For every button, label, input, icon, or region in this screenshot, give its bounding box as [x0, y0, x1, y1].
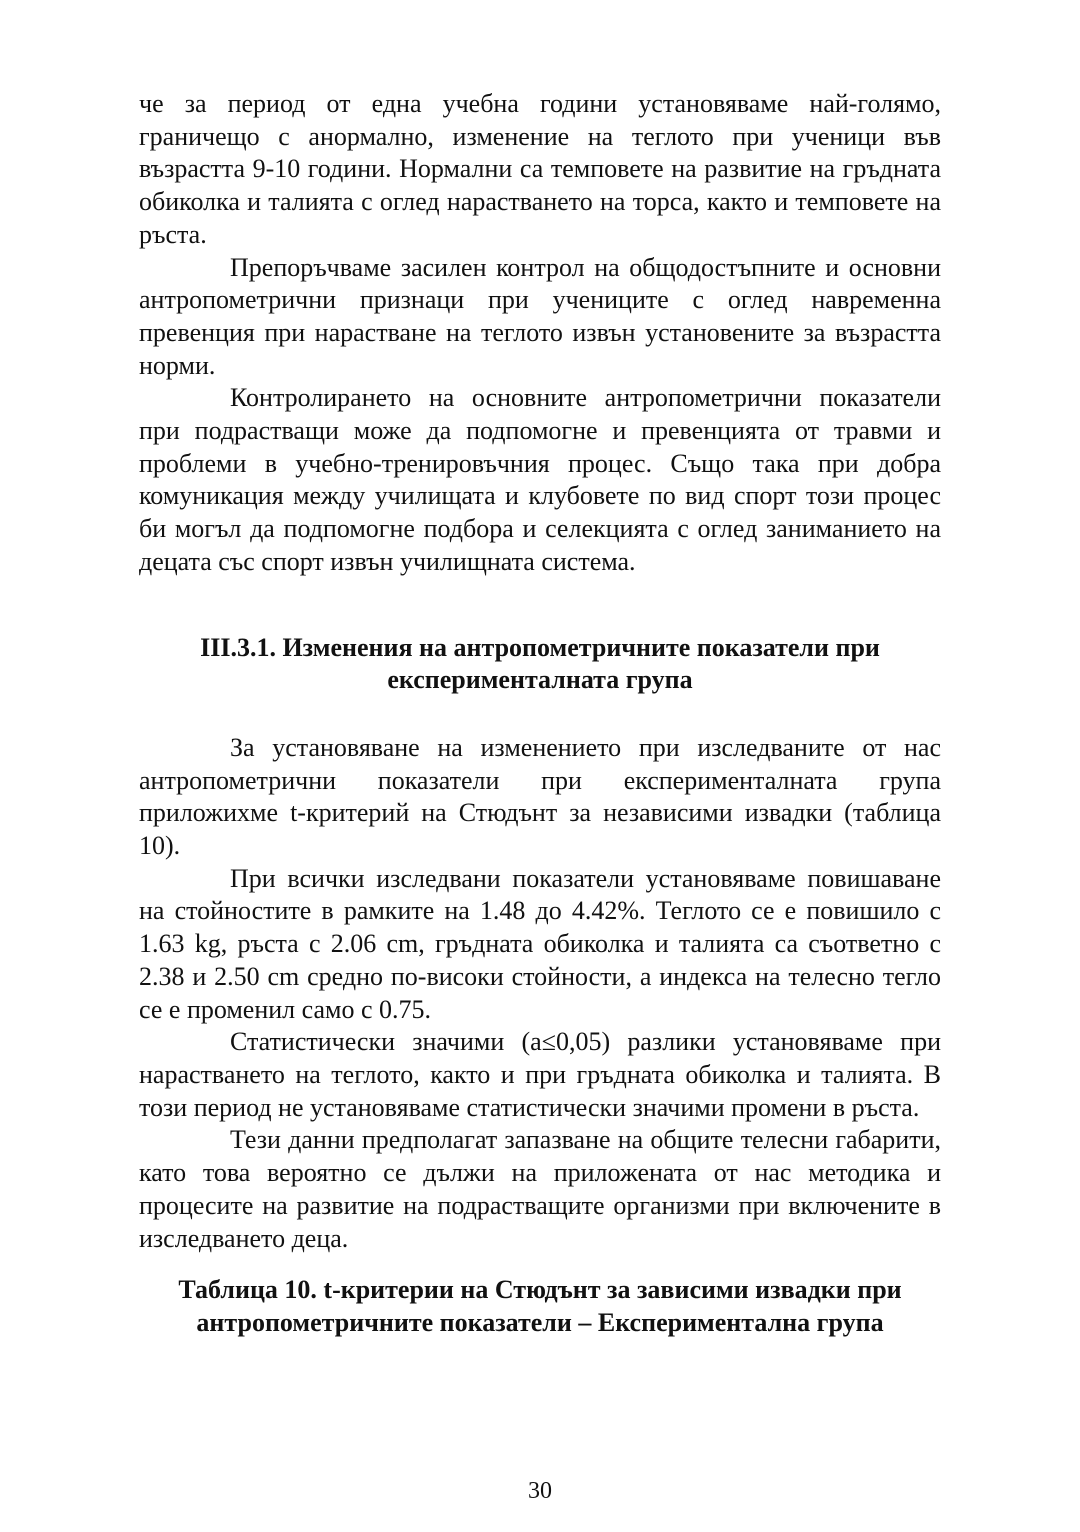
- paragraph-conclusion: Тези данни предполагат запазване на общите телесни габарити, като това вероятно се дължи на приложената от нас методика и процесите на развитие на подрастващите организми при включените в изследването деца.: [139, 1125, 941, 1253]
- section-heading-line-1: III.3.1. Изменения на антропометричните показатели при: [200, 632, 880, 662]
- paragraph-results: При всички изследвани показатели установяваме повишаване на стойностите в рамките на 1.48 до 4.42%. Теглото се е повишило с 1.63 kg, ръста с 2.06 cm, гръдната обиколка и талията са съответно с 2.38 и 2.50 cm средно по-високи стойности, а индекса на телесно тегло се е променил само с 0.75.: [139, 863, 941, 1024]
- section-heading-line-2: експерименталната група: [387, 665, 693, 695]
- table-caption-line-2: антропометричните показатели – Експериментална група: [196, 1307, 884, 1337]
- paragraph-method: За установяване на изменението при изследваните от нас антропометрични показатели при експерименталната група приложихме t-критерий на Стюдънт за независими извадки (таблица 10).: [139, 732, 941, 861]
- paragraph-continuation: че за период от една учебна години установяваме най-голямо, граничещо с анормално, изменение на теглото при ученици във възрастта 9-10 години. Нормални са темповете на развитие на гръдната обиколка и талията с оглед нарастването на торса, както и темповете на ръста.: [139, 89, 941, 249]
- document-page: [139, 88, 941, 1340]
- spacer: [139, 579, 941, 632]
- spacer: [139, 1255, 941, 1274]
- paragraph-recommendation: Препоръчваме засилен контрол на общодостъпните и основни антропометрични признаци при учениците с оглед навременна превенция при нарастване на теглото извън установените за възрастта норми.: [139, 252, 941, 380]
- section-heading: [139, 632, 941, 697]
- paragraph-significance: Статистически значими (a≤0,05) разлики установяваме при нарастването на теглото, както и при гръдната обиколка и талията. В този период не установяваме статистически значими промени в ръста.: [139, 1027, 941, 1122]
- table-caption-line-1: Таблица 10. t-критерии на Стюдънт за зависими извадки при: [178, 1275, 902, 1305]
- page-number: 30: [528, 1478, 552, 1504]
- spacer: [139, 697, 941, 732]
- paragraph-control: Контролирането на основните антропометрични показатели при подрастващи може да подпомогне и превенцията от травми и проблеми в учебно-тренировъчния процес. Също така при добра комуникация между училищата и клубовете по вид спорт този процес би могъл да подпомогне подбора и селекцията с оглед заниманието на децата със спорт извън училищната система.: [139, 383, 941, 576]
- table-caption: [139, 1274, 941, 1339]
